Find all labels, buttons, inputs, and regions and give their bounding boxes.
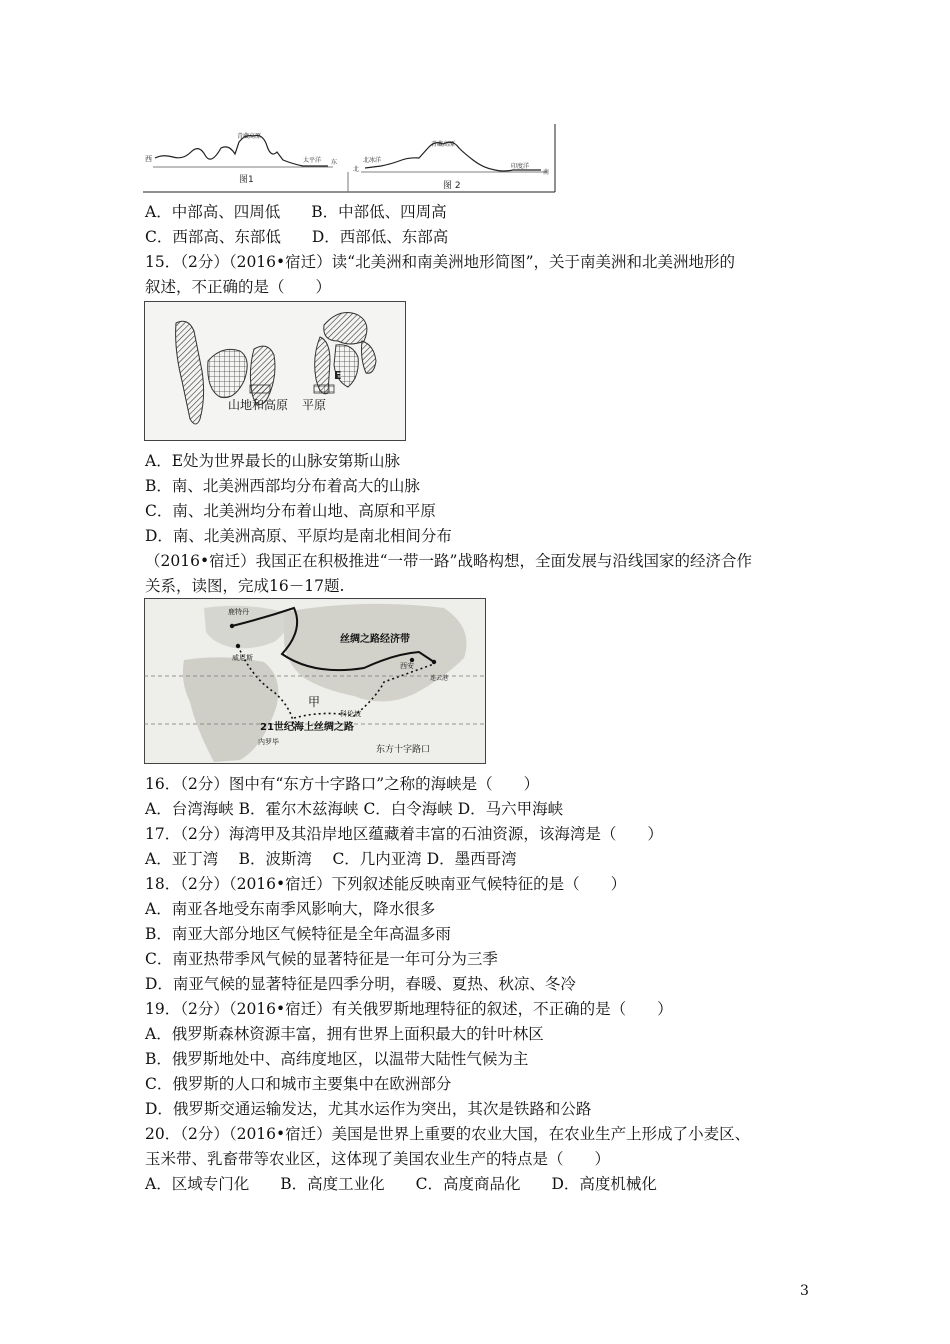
right-north-highland (324, 313, 367, 344)
q15-option-c: C．南、北美洲均分布着山地、高原和平原 (145, 502, 436, 520)
q17-options: A．亚丁湾 B．波斯湾 C．几内亚湾 D．墨西哥湾 (145, 850, 517, 868)
map-label-colombo: 科伦坡 (340, 710, 361, 718)
profile1-west-label: 西 (145, 155, 152, 163)
legend-plain-label: 平原 (302, 398, 327, 412)
legend-mountain-swatch (250, 385, 270, 393)
profile2-arctic-label: 北冰洋 (363, 157, 382, 164)
map-label-lianyungang: 连云港 (430, 675, 449, 682)
q15-option-d: D．南、北美洲高原、平原均是南北相间分布 (145, 527, 452, 545)
profile2-south-label: 南 (543, 169, 550, 176)
map-label-maritime-silk-road: 21世纪海上丝绸之路 (260, 722, 354, 733)
right-east-mountains (362, 341, 377, 373)
topographic-profiles-figure (143, 124, 556, 194)
label-e: E (334, 369, 342, 382)
q16-options: A．台湾海峡 B．霍尔木兹海峡 C．白令海峡 D．马六甲海峡 (145, 800, 564, 818)
q14-option-line-1: A．中部高、四周低 B．中部低、四周高 (145, 203, 447, 221)
belt-and-road-map (144, 598, 486, 764)
q20-options: A．区域专门化 B．高度工业化 C．高度商品化 D．高度机械化 (145, 1175, 657, 1193)
q18-stem: 18．（2分）（2016•宿迁）下列叙述能反映南亚气候特征的是（ ） (145, 875, 627, 893)
page-number: 3 (800, 1283, 809, 1299)
profile2-plateau-label: 青藏高原 (431, 141, 456, 148)
americas-terrain-figure (144, 301, 406, 441)
left-mountain-belt (176, 321, 204, 424)
map-label-rotterdam: 鹿特丹 (228, 608, 249, 616)
map-label-nairobi: 内罗毕 (258, 738, 279, 746)
legend-mountain-label: 山地和高原 (228, 398, 289, 412)
q15-stem-line-1: 15．（2分）（2016•宿迁）读“北美洲和南美洲地形简图”，关于南美洲和北美洲地形的 (145, 253, 736, 271)
q15-stem-line-2: 叙述，不正确的是（ ） (145, 278, 332, 296)
q18-option-a: A．南亚各地受东南季风影响大，降水很多 (145, 900, 436, 918)
q18-option-c: C．南亚热带季风气候的显著特征是一年可分为三季 (145, 950, 498, 968)
profile1-pacific-label: 太平洋 (303, 157, 322, 164)
q19-option-a: A．俄罗斯森林资源丰富，拥有世界上面积最大的针叶林区 (145, 1025, 544, 1043)
profile2-north-label: 北 (353, 166, 360, 173)
profile1-caption: 图1 (239, 175, 254, 185)
q14-option-line-2: C．西部高、东部低 D．西部低、东部高 (145, 228, 449, 246)
q17-stem: 17．（2分）海湾甲及其沿岸地区蕴藏着丰富的石油资源，该海湾是（ ） (145, 825, 663, 843)
intro-line-2: 关系，读图，完成16－17题. (145, 577, 345, 595)
q16-stem: 16．（2分）图中有“东方十字路口”之称的海峡是（ ） (145, 775, 540, 793)
intro-line-1: （2016•宿迁）我国正在积极推进“一带一路”战略构想，全面发展与沿线国家的经济合作 (145, 552, 752, 570)
q19-option-b: B．俄罗斯地处中、高纬度地区，以温带大陆性气候为主 (145, 1050, 529, 1068)
profile1-plateau-label: 青藏高原 (237, 133, 262, 140)
map-label-gulf-jia: 甲 (308, 695, 321, 709)
q20-stem-line-1: 20．（2分）（2016•宿迁）美国是世界上重要的农业大国，在农业生产上形成了小麦区、 (145, 1125, 751, 1143)
profile2-caption: 图 2 (443, 181, 461, 191)
q15-option-a: A．E处为世界最长的山脉安第斯山脉 (145, 452, 401, 470)
legend-plain-swatch (314, 385, 334, 393)
q18-option-d: D．南亚气候的显著特征是四季分明，春暖、夏热、秋凉、冬冷 (145, 975, 576, 993)
q19-option-d: D．俄罗斯交通运输发达，尤其水运作为突出，其次是铁路和公路 (145, 1100, 592, 1118)
map-label-venice: 威尼斯 (232, 654, 253, 662)
map-label-silk-road-belt: 丝绸之路经济带 (340, 634, 410, 645)
q18-option-b: B．南亚大部分地区气候特征是全年高温多雨 (145, 925, 451, 943)
profile1-east-label: 东 (331, 159, 338, 166)
map-label-east-crossroads: 东方十字路口 (376, 745, 431, 755)
map-label-xian: 西安 (400, 662, 414, 670)
q19-option-c: C．俄罗斯的人口和城市主要集中在欧洲部分 (145, 1075, 452, 1093)
profile2-indian-label: 印度洋 (511, 163, 530, 170)
q20-stem-line-2: 玉米带、乳畜带等农业区，这体现了美国农业生产的特点是（ ） (145, 1150, 611, 1168)
left-east-highland (250, 346, 275, 404)
q19-stem: 19．（2分）（2016•宿迁）有关俄罗斯地理特征的叙述，不正确的是（ ） (145, 1000, 673, 1018)
left-plain (208, 349, 247, 397)
q15-option-b: B．南、北美洲西部均分布着高大的山脉 (145, 477, 420, 495)
